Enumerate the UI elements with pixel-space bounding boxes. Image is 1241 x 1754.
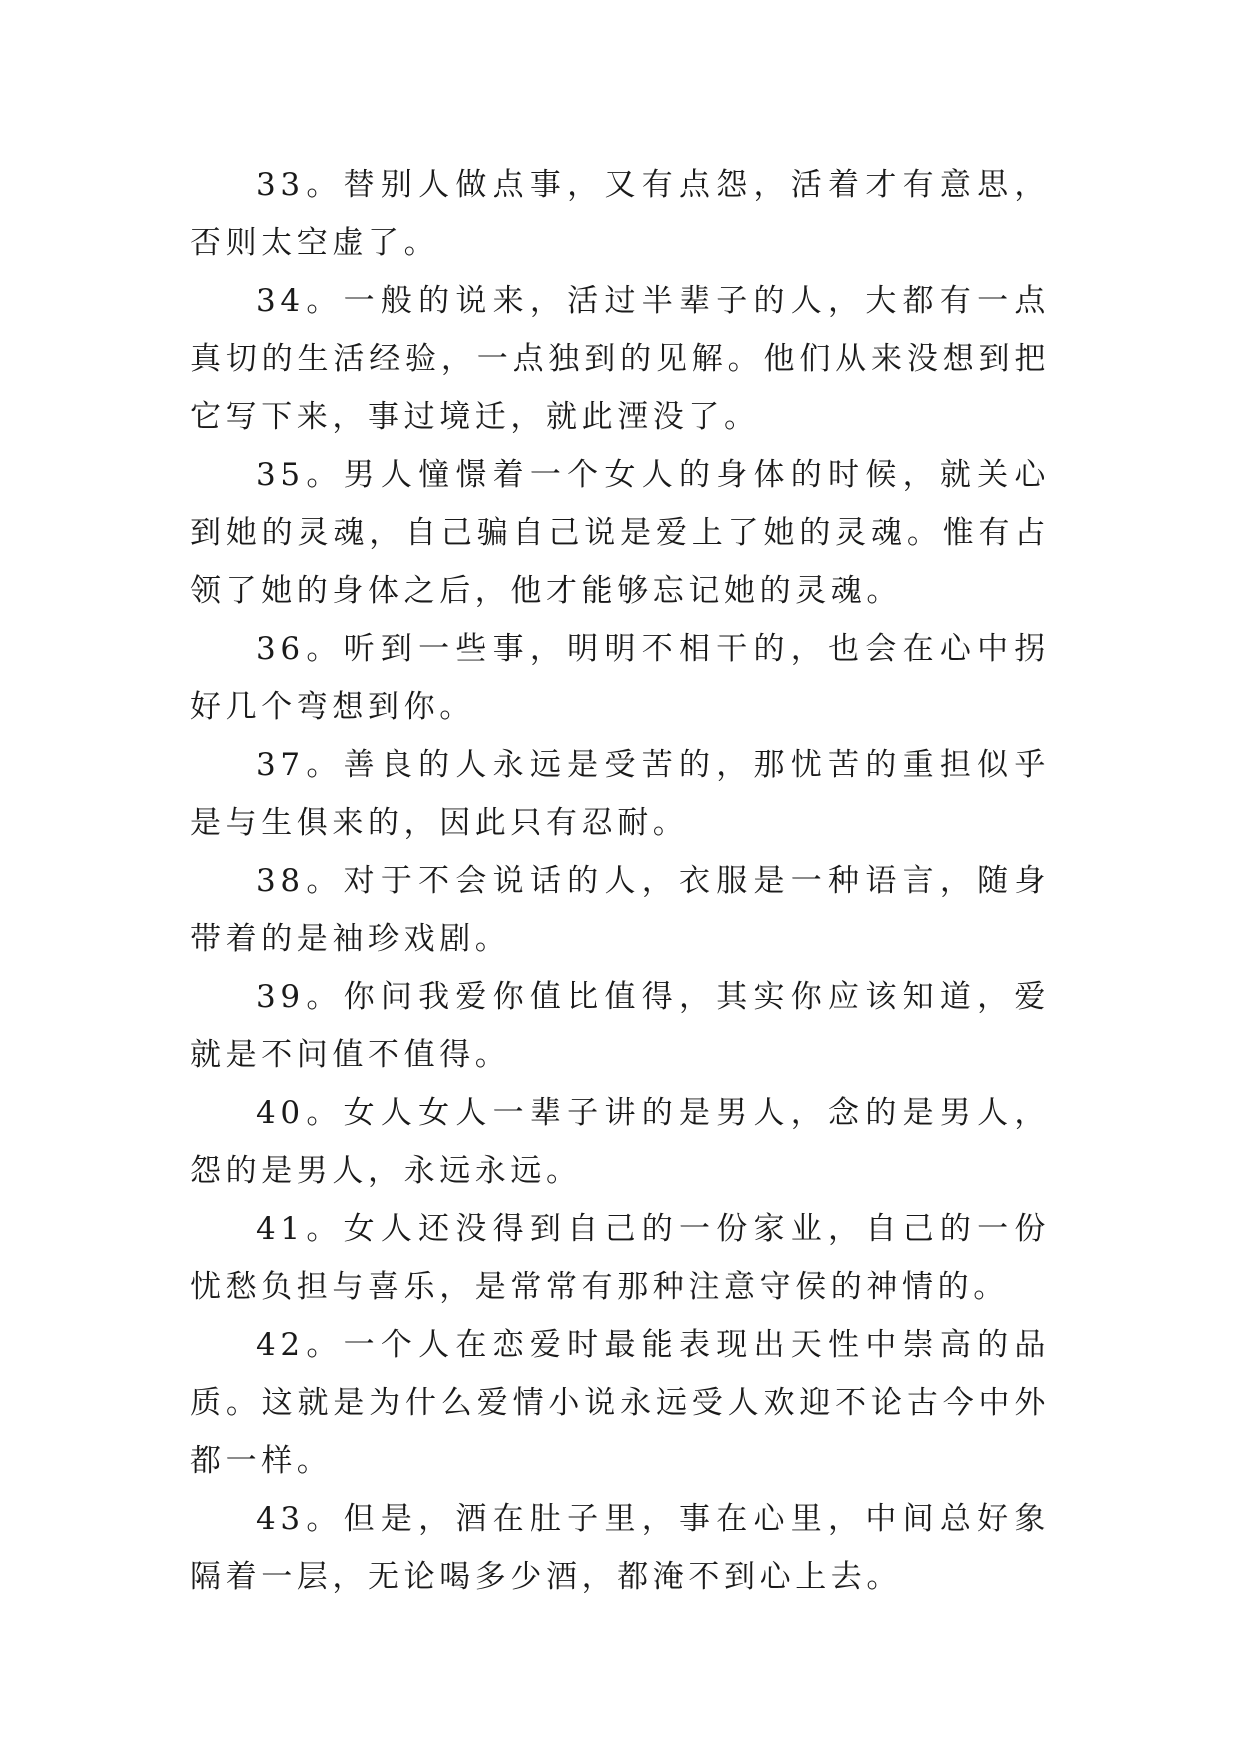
quote-list xyxy=(190,156,1050,1606)
quote-paragraph-43: 43。但是，酒在肚子里，事在心里，中间总好象隔着一层，无论喝多少酒，都淹不到心上去。 xyxy=(190,1501,1050,1595)
quote-paragraph-36: 36。听到一些事，明明不相干的，也会在心中拐好几个弯想到你。 xyxy=(190,631,1050,725)
quote-paragraph-39: 39。你问我爱你值比值得，其实你应该知道，爱就是不问值不值得。 xyxy=(190,979,1050,1073)
quote-paragraph-35: 35。男人憧憬着一个女人的身体的时候，就关心到她的灵魂，自己骗自己说是爱上了她的灵魂。惟有占领了她的身体之后，他才能够忘记她的灵魂。 xyxy=(190,457,1050,609)
quote-paragraph-40: 40。女人女人一辈子讲的是男人，念的是男人，怨的是男人，永远永远。 xyxy=(190,1095,1050,1189)
quote-paragraph-41: 41。女人还没得到自己的一份家业，自己的一份忧愁负担与喜乐，是常常有那种注意守侯的神情的。 xyxy=(190,1211,1050,1305)
quote-paragraph-42: 42。一个人在恋爱时最能表现出天性中崇高的品质。这就是为什么爱情小说永远受人欢迎不论古今中外都一样。 xyxy=(190,1327,1050,1479)
quote-paragraph-37: 37。善良的人永远是受苦的，那忧苦的重担似乎是与生俱来的，因此只有忍耐。 xyxy=(190,747,1050,841)
quote-paragraph-33: 33。替别人做点事，又有点怨，活着才有意思，否则太空虚了。 xyxy=(190,167,1050,261)
quote-paragraph-38: 38。对于不会说话的人，衣服是一种语言，随身带着的是袖珍戏剧。 xyxy=(190,863,1050,957)
quote-paragraph-34: 34。一般的说来，活过半辈子的人，大都有一点真切的生活经验，一点独到的见解。他们从来没想到把它写下来，事过境迁，就此湮没了。 xyxy=(190,283,1050,435)
